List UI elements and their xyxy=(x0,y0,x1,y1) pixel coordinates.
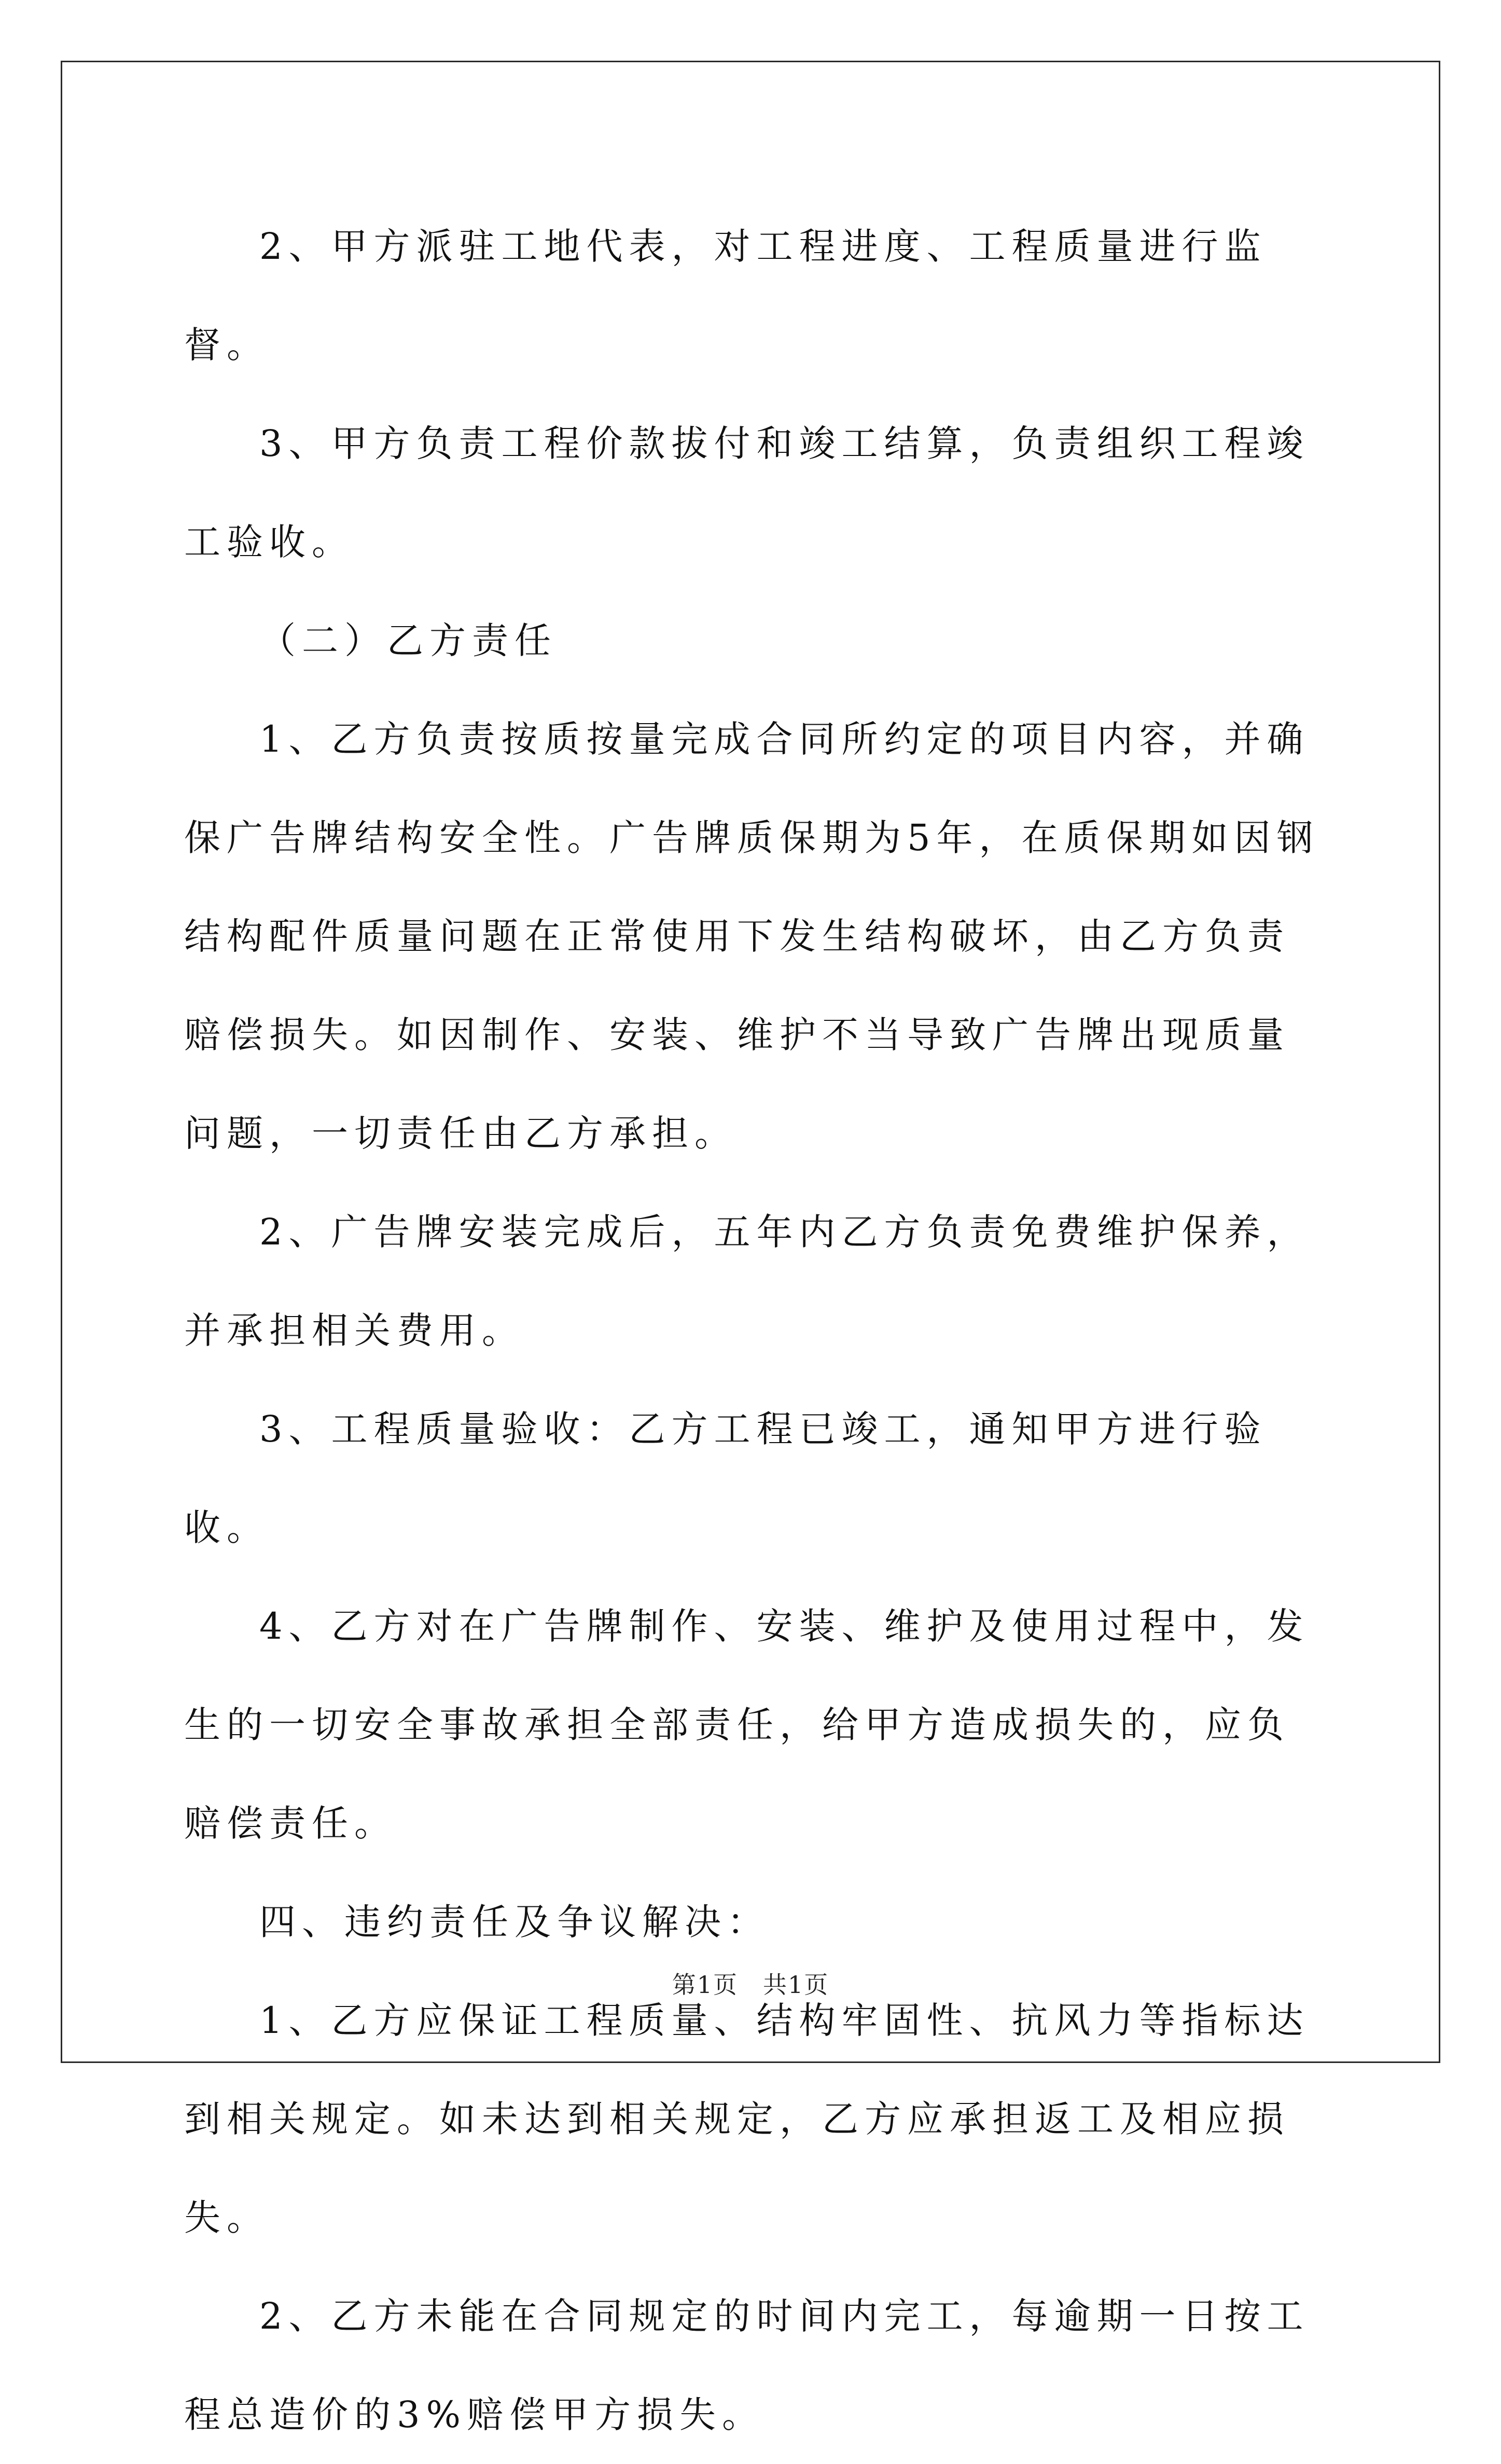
section-heading: 四、违约责任及争议解决： xyxy=(259,1901,770,1943)
paragraph: 1、乙方应保证工程质量、结构牢固性、抗风力等指标达到相关规定。如未达到相关规定，乙方应承担返工及相应损失。 xyxy=(184,1999,1310,2239)
paragraph: 2、乙方未能在合同规定的时间内完工，每逾期一日按工程总造价的3%赔偿甲方损失。 xyxy=(184,2295,1310,2436)
paragraph: 4、乙方对在广告牌制作、安装、维护及使用过程中，发生的一切安全事故承担全部责任，给甲方造成损失的，应负赔偿责任。 xyxy=(184,1605,1310,1845)
page-number: 第1页 共1页 xyxy=(672,1971,829,1999)
paragraph: 2、广告牌安装完成后，五年内乙方负责免费维护保养，并承担相关费用。 xyxy=(184,1211,1310,1352)
section-heading: （二）乙方责任 xyxy=(259,619,557,662)
paragraph: 2、甲方派驻工地代表，对工程进度、工程质量进行监督。 xyxy=(184,225,1267,366)
document-body xyxy=(184,197,1325,2464)
paragraph: 1、乙方负责按质按量完成合同所约定的项目内容，并确保广告牌结构安全性。广告牌质保期为5年，在质保期如因钢结构配件质量问题在正常使用下发生结构破坏，由乙方负责赔偿损失。如因制作、安装、维护不当导致广告牌出现质量问题，一切责任由乙方承担。 xyxy=(184,718,1319,1155)
paragraph: 3、甲方负责工程价款拔付和竣工结算，负责组织工程竣工验收。 xyxy=(184,422,1310,563)
paragraph: 3、工程质量验收：乙方工程已竣工，通知甲方进行验收。 xyxy=(184,1408,1267,1549)
